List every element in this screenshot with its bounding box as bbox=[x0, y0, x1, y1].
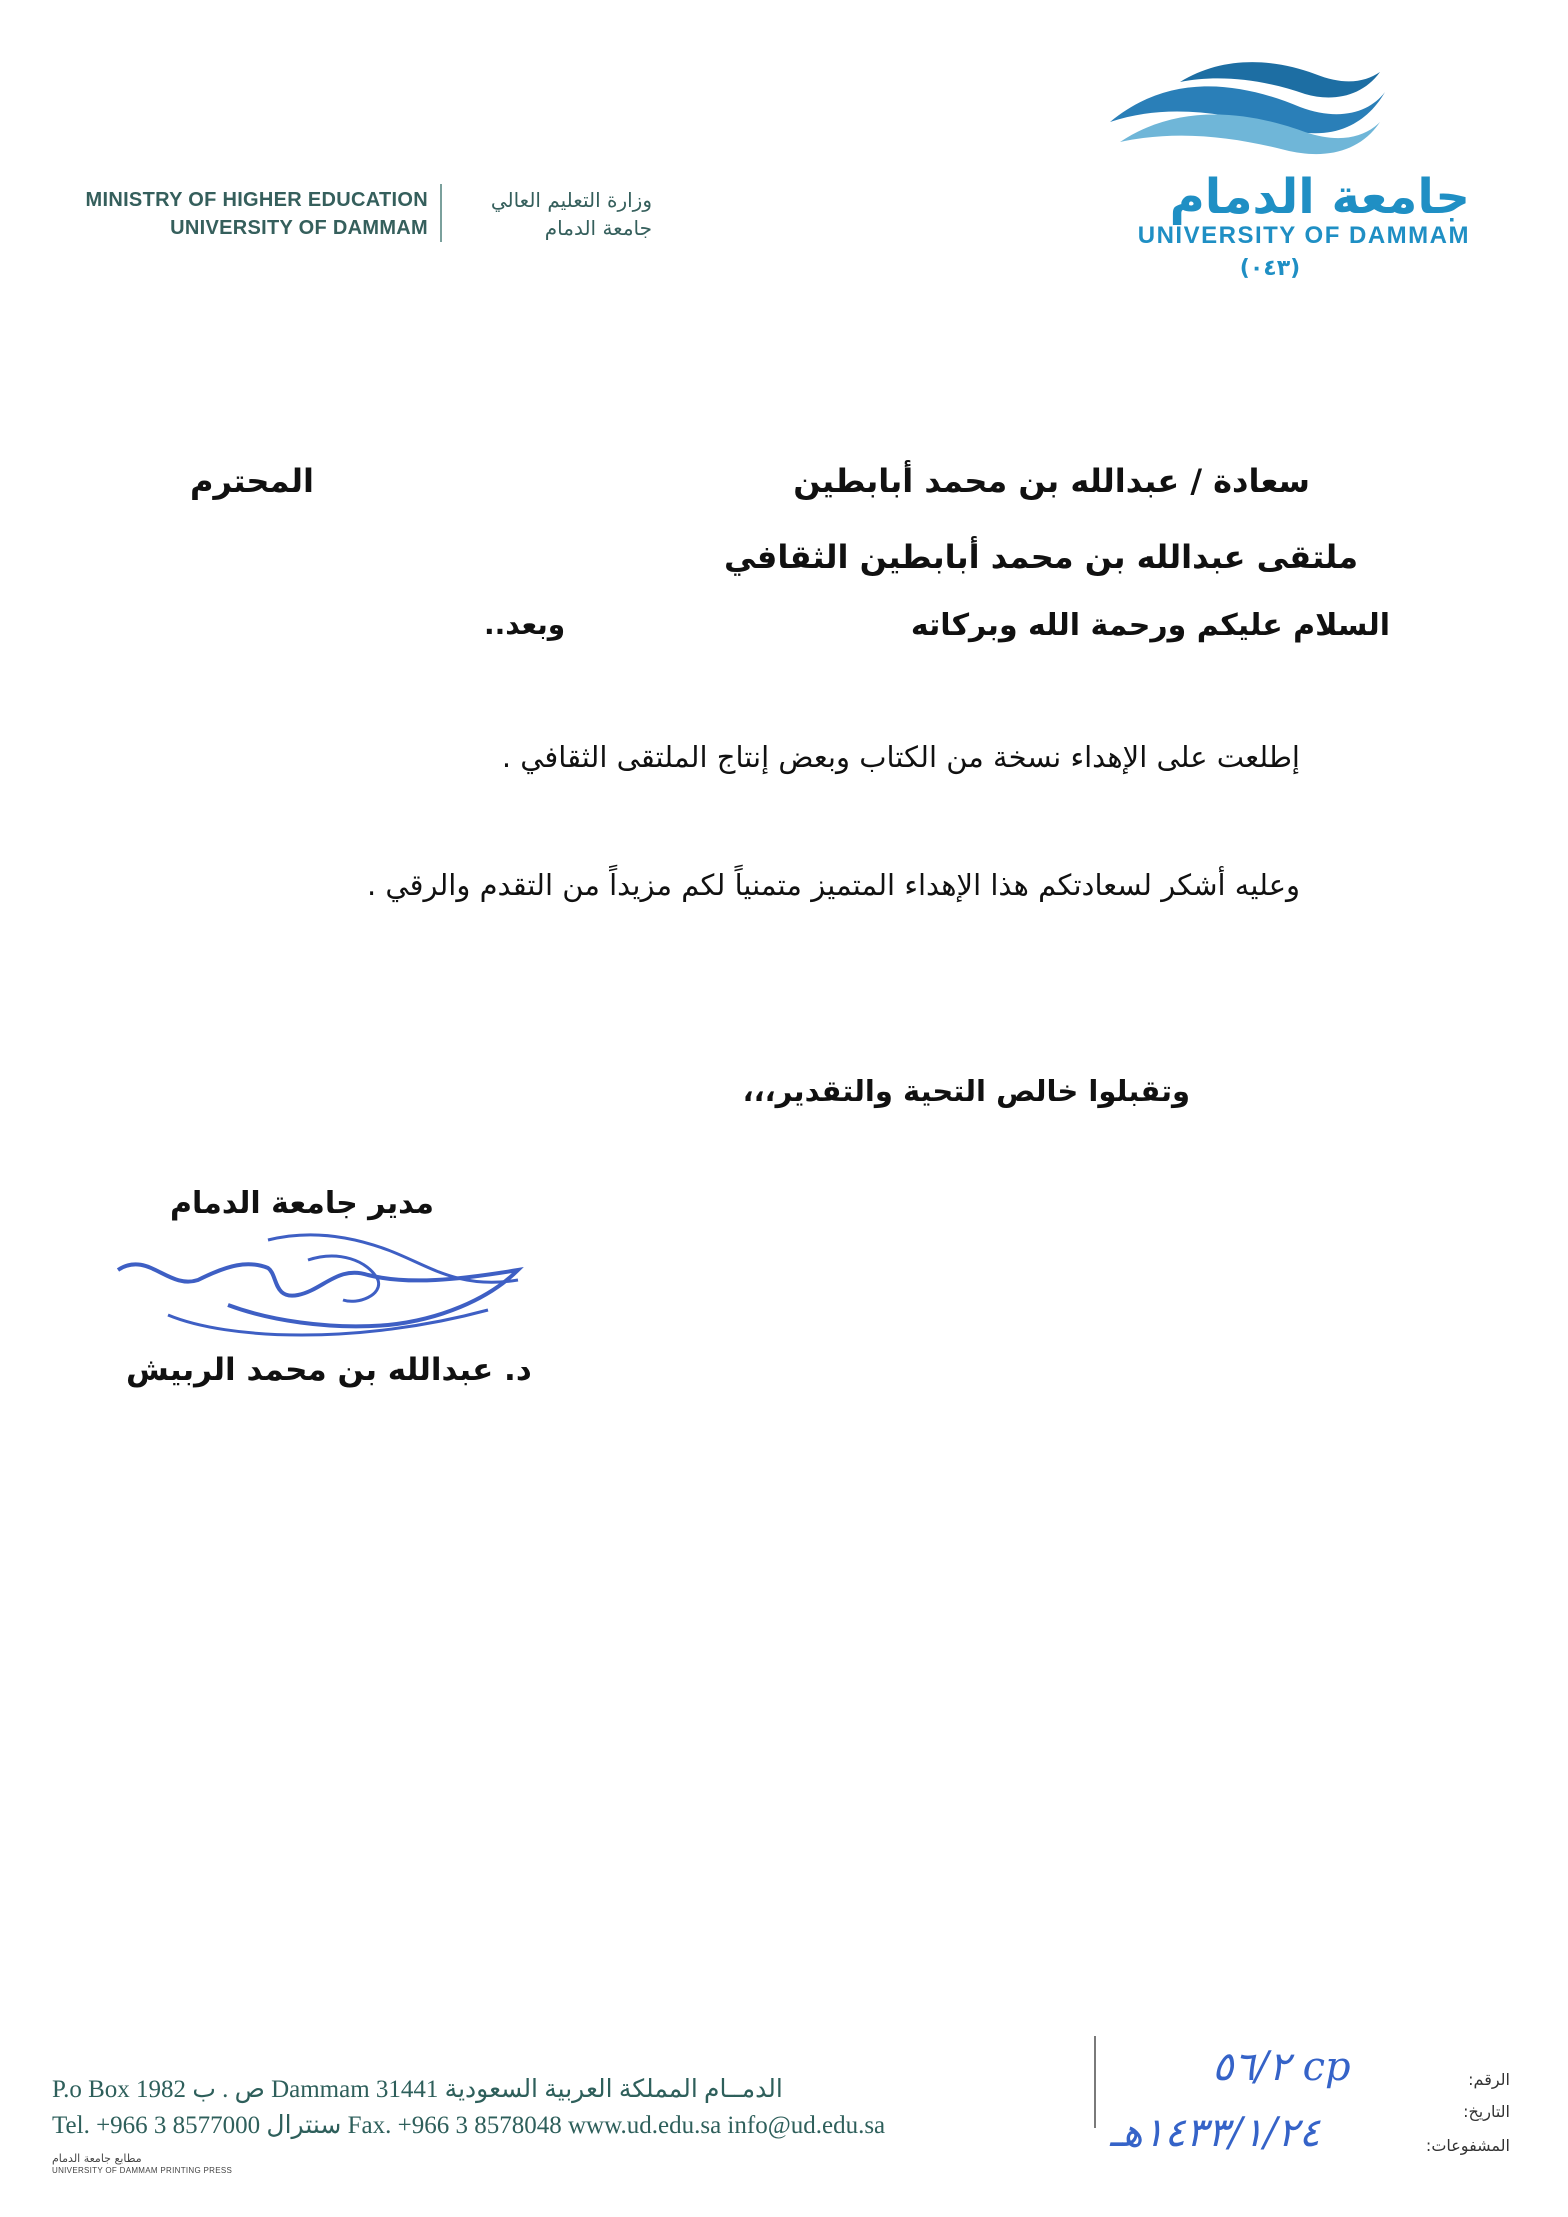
printing-press-ar: مطابع جامعة الدمام bbox=[52, 2152, 142, 2165]
signatory-title: مدير جامعة الدمام bbox=[170, 1186, 435, 1221]
ref-date-label: التاريخ: bbox=[1463, 2102, 1510, 2121]
honorific: المحترم bbox=[190, 462, 314, 500]
ministry-divider bbox=[440, 184, 442, 242]
logo-code: (٠٤٣) bbox=[1239, 256, 1301, 281]
ministry-en-line1: MINISTRY OF HIGHER EDUCATION bbox=[85, 189, 428, 211]
recipient-line: سعادة / عبدالله بن محمد أبابطين bbox=[793, 462, 1310, 500]
printing-press-en: UNIVERSITY OF DAMMAM PRINTING PRESS bbox=[52, 2166, 233, 2175]
closing-line: وتقبلوا خالص التحية والتقدير،،، bbox=[742, 1074, 1190, 1108]
greeting-line: السلام عليكم ورحمة الله وبركاته bbox=[910, 608, 1390, 643]
footer-contact-line: Tel. +966 3 8577000 سنترال Fax. +966 3 8578048 www.ud.edu.sa info@ud.edu.sa bbox=[52, 2112, 886, 2139]
ministry-name-en bbox=[78, 186, 428, 242]
ref-number-handwritten: ٥٦/٢ cp bbox=[1212, 2044, 1351, 2090]
ref-attachments-label: المشفوعات: bbox=[1425, 2136, 1510, 2155]
ministry-en-line2: UNIVERSITY OF DAMMAM bbox=[170, 217, 428, 239]
logo-english-name: UNIVERSITY OF DAMMAM bbox=[1137, 222, 1470, 249]
signatory-name: د. عبدالله بن محمد الربيش bbox=[126, 1352, 532, 1388]
organization-line: ملتقى عبدالله بن محمد أبابطين الثقافي bbox=[724, 538, 1358, 576]
handwritten-signature bbox=[108, 1220, 538, 1350]
paragraph-1: إطلعت على الإهداء نسخة من الكتاب وبعض إنتاج الملتقى الثقافي . bbox=[501, 740, 1300, 774]
ref-number-label: الرقم: bbox=[1468, 2070, 1510, 2089]
logo-arabic-name: جامعة الدمام bbox=[1169, 169, 1470, 225]
footer-address-line: P.o Box 1982 ص . ب Dammam 31441 الدمــام المملكة العربية السعودية bbox=[52, 2076, 783, 2103]
ministry-ar-line1: وزارة التعليم العالي bbox=[490, 188, 652, 212]
ministry-ar-line2: جامعة الدمام bbox=[544, 216, 652, 240]
university-logo-waves-icon bbox=[1100, 52, 1390, 162]
footer-divider bbox=[1094, 2036, 1096, 2128]
greeting-after: وبعد.. bbox=[484, 608, 566, 641]
ref-date-handwritten: ١٤٣٣/١/٢٤هـ bbox=[1110, 2110, 1321, 2156]
ministry-name-ar bbox=[452, 186, 652, 242]
paragraph-2: وعليه أشكر لسعادتكم هذا الإهداء المتميز متمنياً لكم مزيداً من التقدم والرقي . bbox=[366, 868, 1300, 902]
